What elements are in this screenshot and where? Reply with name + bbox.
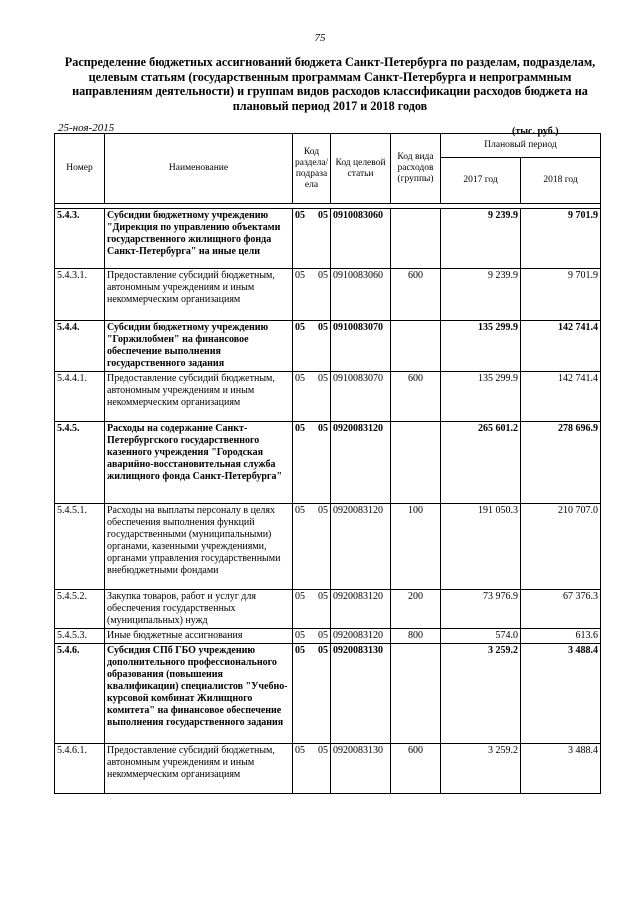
units-label: (тыс. руб.) bbox=[512, 126, 559, 137]
row-value-2018: 142 741.4 bbox=[521, 372, 601, 422]
row-value-2017: 3 259.2 bbox=[441, 744, 521, 794]
section-code: 05 bbox=[295, 591, 305, 602]
header-name: Наименование bbox=[105, 134, 293, 204]
row-type-code bbox=[391, 422, 441, 504]
table-row bbox=[55, 422, 601, 504]
subsection-code: 05 bbox=[318, 210, 328, 221]
row-number: 5.4.3. bbox=[55, 209, 105, 269]
header-2018: 2018 год bbox=[521, 158, 601, 204]
table-row bbox=[55, 209, 601, 269]
subsection-code: 05 bbox=[318, 630, 328, 641]
table-row bbox=[55, 504, 601, 590]
subsection-code: 05 bbox=[318, 645, 328, 656]
header-section: Код раздела/ подраза ела bbox=[293, 134, 331, 204]
row-value-2017: 9 239.9 bbox=[441, 209, 521, 269]
table-row bbox=[55, 644, 601, 744]
row-name: Предоставление субсидий бюджетным, автономным учреждениям и иным некоммерческим организациям bbox=[105, 269, 293, 321]
row-number: 5.4.5. bbox=[55, 422, 105, 504]
budget-table bbox=[54, 133, 601, 794]
row-value-2018: 9 701.9 bbox=[521, 269, 601, 321]
subsection-code: 05 bbox=[318, 270, 328, 281]
table-row bbox=[55, 372, 601, 422]
row-name: Иные бюджетные ассигнования bbox=[105, 629, 293, 644]
row-type-code bbox=[391, 644, 441, 744]
row-target-code: 0920083130 bbox=[331, 644, 391, 744]
row-value-2017: 135 299.9 bbox=[441, 321, 521, 372]
row-section-code bbox=[293, 629, 331, 644]
section-code: 05 bbox=[295, 645, 305, 656]
row-value-2018: 3 488.4 bbox=[521, 644, 601, 744]
row-section-code bbox=[293, 644, 331, 744]
row-name: Субсидия СПб ГБО учреждению дополнительного профессионального образования (повышения квалификации) специалистов "Учебно-курсовой комбинат Жилищного комитета" на финансовое обеспечение выполнения государственного задания bbox=[105, 644, 293, 744]
header-planned: Плановый период bbox=[441, 134, 601, 158]
row-type-code: 200 bbox=[391, 590, 441, 629]
row-number: 5.4.5.2. bbox=[55, 590, 105, 629]
subsection-code: 05 bbox=[318, 591, 328, 602]
table-row bbox=[55, 269, 601, 321]
row-value-2018: 3 488.4 bbox=[521, 744, 601, 794]
row-section-code bbox=[293, 269, 331, 321]
header-target: Код целевой статьи bbox=[331, 134, 391, 204]
row-name: Предоставление субсидий бюджетным, автономным учреждениям и иным некоммерческим организациям bbox=[105, 372, 293, 422]
row-value-2018: 9 701.9 bbox=[521, 209, 601, 269]
subsection-code: 05 bbox=[318, 322, 328, 333]
subsection-code: 05 bbox=[318, 423, 328, 434]
row-target-code: 0920083120 bbox=[331, 629, 391, 644]
row-target-code: 0920083130 bbox=[331, 744, 391, 794]
row-value-2018: 278 696.9 bbox=[521, 422, 601, 504]
row-type-code bbox=[391, 209, 441, 269]
row-name: Предоставление субсидий бюджетным, автономным учреждениям и иным некоммерческим организациям bbox=[105, 744, 293, 794]
row-number: 5.4.4.1. bbox=[55, 372, 105, 422]
document-date: 25-ноя-2015 bbox=[58, 122, 115, 134]
row-number: 5.4.5.3. bbox=[55, 629, 105, 644]
row-target-code: 0920083120 bbox=[331, 504, 391, 590]
section-code: 05 bbox=[295, 630, 305, 641]
table-row bbox=[55, 321, 601, 372]
row-section-code bbox=[293, 504, 331, 590]
row-name: Расходы на содержание Санкт-Петербургского государственного казенного учреждения "Городская аварийно-восстановительная служба жилищного фонда Санкт-Петербурга" bbox=[105, 422, 293, 504]
row-number: 5.4.4. bbox=[55, 321, 105, 372]
row-value-2018: 142 741.4 bbox=[521, 321, 601, 372]
header-number: Номер bbox=[55, 134, 105, 204]
row-target-code: 0910083060 bbox=[331, 269, 391, 321]
row-value-2018: 67 376.3 bbox=[521, 590, 601, 629]
row-value-2017: 265 601.2 bbox=[441, 422, 521, 504]
row-target-code: 0910083060 bbox=[331, 209, 391, 269]
row-name: Субсидии бюджетному учреждению "Дирекция по управлению объектами государственного жилищного фонда Санкт-Петербурга" на иные цели bbox=[105, 209, 293, 269]
table-row bbox=[55, 629, 601, 644]
row-section-code bbox=[293, 209, 331, 269]
subsection-code: 05 bbox=[318, 745, 328, 756]
section-code: 05 bbox=[295, 322, 305, 333]
row-number: 5.4.3.1. bbox=[55, 269, 105, 321]
subsection-code: 05 bbox=[318, 373, 328, 384]
page-title: Распределение бюджетных ассигнований бюджета Санкт-Петербурга по разделам, подразделам, целевым статьям (государственным программам Санкт-Петербурга и непрограммным направлениям деятельности) и группам видов расходов классификации расходов бюджета на плановый период 2017 и 2018 годов bbox=[64, 55, 596, 113]
row-value-2018: 210 707.0 bbox=[521, 504, 601, 590]
row-value-2017: 191 050.3 bbox=[441, 504, 521, 590]
row-value-2017: 9 239.9 bbox=[441, 269, 521, 321]
page-number: 75 bbox=[314, 32, 326, 44]
section-code: 05 bbox=[295, 745, 305, 756]
row-type-code: 600 bbox=[391, 744, 441, 794]
row-number: 5.4.6. bbox=[55, 644, 105, 744]
section-code: 05 bbox=[295, 373, 305, 384]
row-name: Закупка товаров, работ и услуг для обеспечения государственных (муниципальных) нужд bbox=[105, 590, 293, 629]
row-value-2017: 135 299.9 bbox=[441, 372, 521, 422]
row-value-2018: 613.6 bbox=[521, 629, 601, 644]
section-code: 05 bbox=[295, 270, 305, 281]
table-row bbox=[55, 590, 601, 629]
row-type-code: 600 bbox=[391, 269, 441, 321]
row-section-code bbox=[293, 372, 331, 422]
row-type-code: 100 bbox=[391, 504, 441, 590]
row-target-code: 0920083120 bbox=[331, 590, 391, 629]
subsection-code: 05 bbox=[318, 505, 328, 516]
section-code: 05 bbox=[295, 505, 305, 516]
row-target-code: 0910083070 bbox=[331, 372, 391, 422]
row-section-code bbox=[293, 590, 331, 629]
row-number: 5.4.6.1. bbox=[55, 744, 105, 794]
row-section-code bbox=[293, 321, 331, 372]
header-type: Код вида расходов (группы) bbox=[391, 134, 441, 204]
row-type-code bbox=[391, 321, 441, 372]
row-type-code: 800 bbox=[391, 629, 441, 644]
row-section-code bbox=[293, 422, 331, 504]
row-target-code: 0920083120 bbox=[331, 422, 391, 504]
header-2017: 2017 год bbox=[441, 158, 521, 204]
table-row bbox=[55, 744, 601, 794]
row-value-2017: 73 976.9 bbox=[441, 590, 521, 629]
row-value-2017: 3 259.2 bbox=[441, 644, 521, 744]
row-section-code bbox=[293, 744, 331, 794]
section-code: 05 bbox=[295, 423, 305, 434]
row-number: 5.4.5.1. bbox=[55, 504, 105, 590]
row-type-code: 600 bbox=[391, 372, 441, 422]
row-name: Субсидии бюджетному учреждению "Горжилобмен" на финансовое обеспечение выполнения государственного задания bbox=[105, 321, 293, 372]
row-name: Расходы на выплаты персоналу в целях обеспечения выполнения функций государственными (муниципальными) органами, казенными учреждениями, органами управления государственными внебюджетными фондами bbox=[105, 504, 293, 590]
row-value-2017: 574.0 bbox=[441, 629, 521, 644]
section-code: 05 bbox=[295, 210, 305, 221]
row-target-code: 0910083070 bbox=[331, 321, 391, 372]
